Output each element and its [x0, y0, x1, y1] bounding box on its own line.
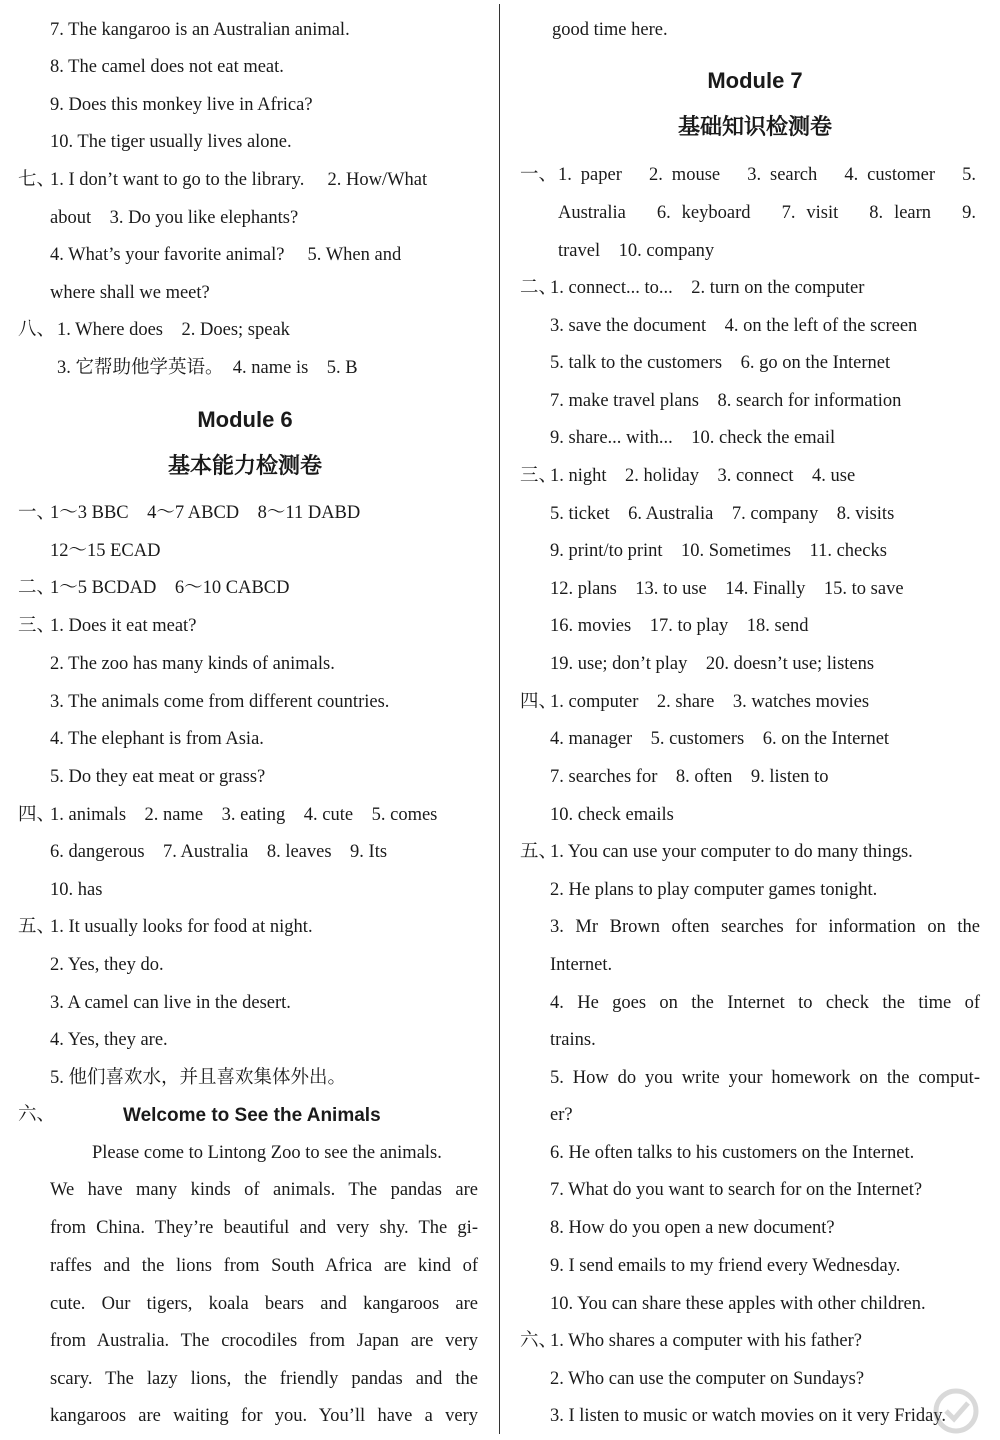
- answer-line: 10. You can share these apples with other children.: [550, 1294, 926, 1314]
- essay-line: Please come to Lintong Zoo to see the animals.: [92, 1143, 442, 1163]
- answer-line: 7. searches for 8. often 9. listen to: [550, 767, 829, 787]
- answer-line: 10. check emails: [550, 805, 674, 825]
- answer-line: 1. Who shares a computer with his father?: [550, 1331, 863, 1351]
- section-marker: 七、: [18, 170, 56, 190]
- answer-line: 19. use; don’t play 20. doesn’t use; listens: [550, 654, 875, 674]
- module-subtitle: 基本能力检测卷: [167, 454, 322, 479]
- essay-line: scary. The lazy lions, the friendly pandas and the: [50, 1369, 478, 1389]
- answer-line: travel 10. company: [558, 241, 715, 261]
- watermark-icon: [926, 1386, 986, 1436]
- essay-line: cute. Our tigers, koala bears and kangaroos are: [50, 1294, 478, 1314]
- answer-line: 2. Who can use the computer on Sundays?: [550, 1369, 865, 1389]
- answer-line: 8. How do you open a new document?: [550, 1218, 835, 1238]
- answer-line: 7. What do you want to search for on the Internet?: [550, 1180, 923, 1200]
- answer-line: 3. A camel can live in the desert.: [50, 993, 291, 1013]
- answer-line: 4. What’s your favorite animal? 5. When and: [50, 245, 402, 265]
- answer-line: 8. The camel does not eat meat.: [50, 57, 284, 77]
- answer-line: 10. has: [50, 880, 103, 900]
- section-marker: 一、: [18, 503, 56, 523]
- answer-line: 1. Does it eat meat?: [50, 616, 197, 636]
- answer-line: 4. Yes, they are.: [50, 1030, 168, 1050]
- answer-line: 9. share... with... 10. check the email: [550, 428, 836, 448]
- answer-line: 1. night 2. holiday 3. connect 4. use: [550, 466, 856, 486]
- essay-line: from China. They’re beautiful and very shy. The gi-: [50, 1218, 478, 1238]
- answer-line: 1. It usually looks for food at night.: [50, 917, 313, 937]
- answer-line: 10. The tiger usually lives alone.: [50, 132, 292, 152]
- answer-line: 9. Does this monkey live in Africa?: [50, 95, 313, 115]
- answer-line: 1. animals 2. name 3. eating 4. cute 5. comes: [50, 805, 438, 825]
- answer-line: 2. The zoo has many kinds of animals.: [50, 654, 335, 674]
- answer-line: 1. connect... to... 2. turn on the computer: [550, 278, 865, 298]
- section-marker: 六、: [520, 1331, 558, 1351]
- answer-line: 6. dangerous 7. Australia 8. leaves 9. Its: [50, 842, 388, 862]
- answer-line: 1～5 BCDAD 6～10 CABCD: [50, 578, 290, 598]
- module-subtitle: 基础知识检测卷: [677, 115, 832, 140]
- answer-line: 3. 它帮助他学英语。 4. name is 5. B: [57, 358, 358, 378]
- module-title: Module 7: [707, 68, 803, 93]
- essay-line: raffes and the lions from South Africa are kind of: [50, 1256, 478, 1276]
- section-marker: 三、: [18, 616, 56, 636]
- section-marker: 四、: [18, 805, 56, 825]
- answer-line: 12～15 ECAD: [50, 541, 161, 561]
- column-divider: [499, 4, 500, 1434]
- answer-line: 7. make travel plans 8. search for information: [550, 391, 902, 411]
- essay-line: good time here.: [552, 20, 668, 40]
- answer-line: trains.: [550, 1030, 596, 1050]
- section-marker: 五、: [18, 917, 56, 937]
- answer-line: 5. How do you write your homework on the comput-: [550, 1068, 980, 1088]
- answer-line: 1. paper 2. mouse 3. search 4. customer 5.: [558, 165, 976, 185]
- answer-line: 5. ticket 6. Australia 7. company 8. visits: [550, 504, 895, 524]
- watermark-logo: [926, 1381, 986, 1437]
- answer-line: 2. Yes, they do.: [50, 955, 164, 975]
- answer-line: 1. computer 2. share 3. watches movies: [550, 692, 870, 712]
- answer-line: 4. He goes on the Internet to check the time of: [550, 993, 980, 1013]
- answer-line: 5. 他们喜欢水，并且喜欢集体外出。: [50, 1068, 347, 1088]
- section-marker: 一、: [520, 165, 558, 185]
- answer-line: 3. Mr Brown often searches for information on the: [550, 917, 980, 937]
- answer-line: 5. talk to the customers 6. go on the Internet: [550, 353, 891, 373]
- answer-line: 4. The elephant is from Asia.: [50, 729, 264, 749]
- answer-line: 9. print/to print 10. Sometimes 11. checks: [550, 541, 887, 561]
- answer-line: Australia 6. keyboard 7. visit 8. learn 9.: [558, 203, 976, 223]
- module-title: Module 6: [197, 407, 293, 432]
- answer-line: 6. He often talks to his customers on the Internet.: [550, 1143, 915, 1163]
- answer-line: where shall we meet?: [50, 283, 210, 303]
- answer-line: about 3. Do you like elephants?: [50, 208, 299, 228]
- answer-line: 16. movies 17. to play 18. send: [550, 616, 809, 636]
- section-marker: 二、: [18, 578, 56, 598]
- essay-line: We have many kinds of animals. The pandas are: [50, 1180, 478, 1200]
- section-marker: 六、: [18, 1105, 56, 1125]
- answer-line: Internet.: [550, 955, 613, 975]
- answer-line: 1～3 BBC 4～7 ABCD 8～11 DABD: [50, 503, 361, 523]
- section-marker: 五、: [520, 842, 558, 862]
- section-marker: 四、: [520, 692, 558, 712]
- section-marker: 二、: [520, 278, 558, 298]
- answer-line: 9. I send emails to my friend every Wednesday.: [550, 1256, 901, 1276]
- answer-line: 1. I don’t want to go to the library. 2. How/What: [50, 170, 428, 190]
- section-marker: 三、: [520, 466, 558, 486]
- essay-title: Welcome to See the Animals: [123, 1105, 381, 1126]
- answer-line: 12. plans 13. to use 14. Finally 15. to save: [550, 579, 904, 599]
- answer-line: 1. Where does 2. Does; speak: [57, 320, 290, 340]
- answer-line: 5. Do they eat meat or grass?: [50, 767, 266, 787]
- answer-line: er?: [550, 1105, 573, 1125]
- answer-line: 1. You can use your computer to do many things.: [550, 842, 913, 862]
- answer-line: 2. He plans to play computer games tonight.: [550, 880, 878, 900]
- answer-line: 3. I listen to music or watch movies on it very Friday.: [550, 1406, 946, 1426]
- essay-line: kangaroos are waiting for you. You’ll have a very: [50, 1406, 478, 1426]
- answer-line: 4. manager 5. customers 6. on the Internet: [550, 729, 890, 749]
- section-marker: 八、: [18, 320, 56, 340]
- answer-line: 3. save the document 4. on the left of the screen: [550, 316, 918, 336]
- answer-line: 7. The kangaroo is an Australian animal.: [50, 20, 350, 40]
- answer-line: 3. The animals come from different countries.: [50, 692, 390, 712]
- essay-line: from Australia. The crocodiles from Japan are very: [50, 1331, 478, 1351]
